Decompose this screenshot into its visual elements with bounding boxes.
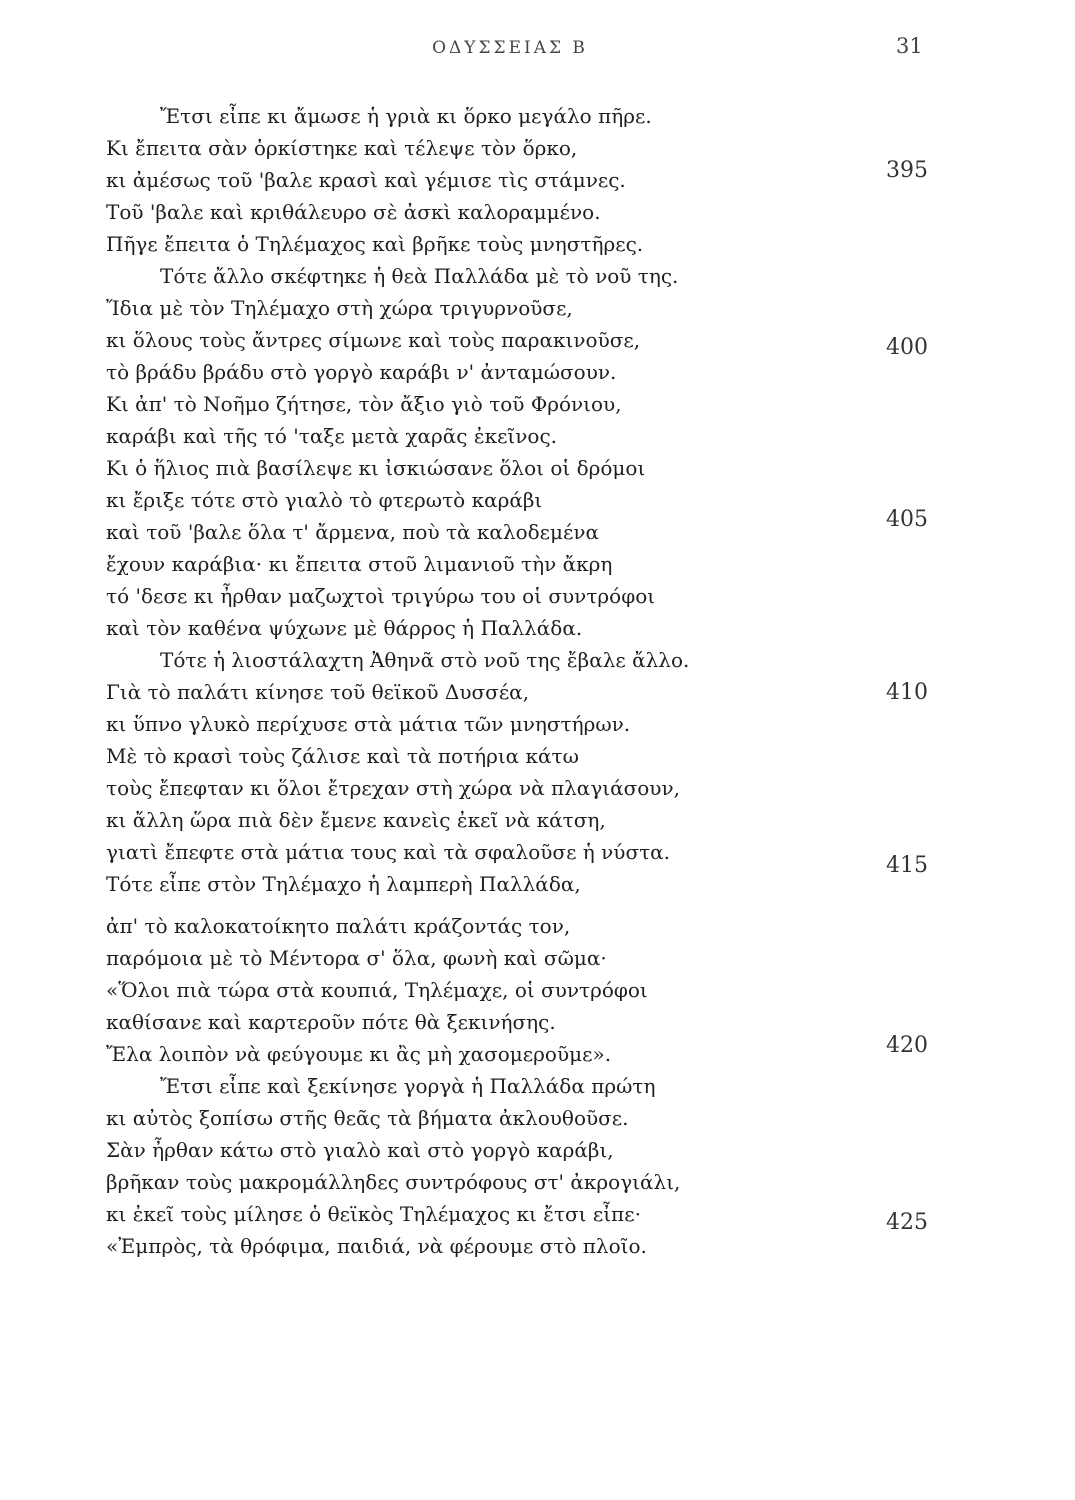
verse-line: καθίσανε καὶ καρτεροῦν πότε θὰ ξεκινήσης. xyxy=(106,1010,556,1034)
verse-line: Τότε ἡ λιοστάλαχτη Ἀθηνᾶ στὸ νοῦ της ἔβαλε ἄλλο. xyxy=(160,648,690,672)
verse-line: γιατὶ ἔπεφτε στὰ μάτια τους καὶ τὰ σφαλοῦσε ἡ νύστα. xyxy=(106,840,671,864)
verse-line: Γιὰ τὸ παλάτι κίνησε τοῦ θεϊκοῦ Δυσσέα, xyxy=(106,680,530,704)
verse-line: Ἔτσι εἶπε κι ἄμωσε ἡ γριὰ κι ὅρκο μεγάλο πῆρε. xyxy=(160,104,652,128)
running-header-title: ΟΔΥΣΣΕΙΑΣ Β xyxy=(432,38,588,58)
line-number: 395 xyxy=(886,158,928,183)
verse-line: Κι ὁ ἥλιος πιὰ βασίλεψε κι ἰσκιώσανε ὅλοι οἱ δρόμοι xyxy=(106,456,646,480)
verse-line: κι αὐτὸς ξοπίσω στῆς θεᾶς τὰ βήματα ἀκλουθοῦσε. xyxy=(106,1106,629,1130)
verse-line: Κι ἔπειτα σὰν ὁρκίστηκε καὶ τέλεψε τὸν ὅρκο, xyxy=(106,136,578,160)
line-number: 400 xyxy=(886,335,928,360)
line-number: 405 xyxy=(886,507,928,532)
verse-line: κι ἐκεῖ τοὺς μίλησε ὁ θεϊκὸς Τηλέμαχος κι ἔτσι εἶπε· xyxy=(106,1202,641,1226)
verse-line: καὶ τὸν καθένα ψύχωνε μὲ θάρρος ἡ Παλλάδα. xyxy=(106,616,583,640)
verse-line: «Ἐμπρὸς, τὰ θρόφιμα, παιδιά, νὰ φέρουμε στὸ πλοῖο. xyxy=(106,1234,647,1258)
verse-line: Τοῦ 'βαλε καὶ κριθάλευρο σὲ ἀσκὶ καλοραμμένο. xyxy=(106,200,601,224)
verse-line: Τότε εἶπε στὸν Τηλέμαχο ἡ λαμπερὴ Παλλάδα, xyxy=(106,872,581,896)
page-number: 31 xyxy=(896,34,923,58)
verse-line: Τότε ἄλλο σκέφτηκε ἡ θεὰ Παλλάδα μὲ τὸ νοῦ της. xyxy=(160,264,679,288)
verse-line: κι ὅλους τοὺς ἄντρες σίμωνε καὶ τοὺς παρακινοῦσε, xyxy=(106,328,641,352)
verse-line: τό 'δεσε κι ἦρθαν μαζωχτοὶ τριγύρω του οἱ συντρόφοι xyxy=(106,584,656,608)
verse-line: Ἔλα λοιπὸν νὰ φεύγουμε κι ἂς μὴ χασομεροῦμε». xyxy=(106,1042,612,1066)
poem-text xyxy=(106,100,806,1262)
verse-line: κι ἄλλη ὥρα πιὰ δὲν ἔμενε κανεὶς ἐκεῖ νὰ κάτση, xyxy=(106,808,606,832)
verse-line: Ἴδια μὲ τὸν Τηλέμαχο στὴ χώρα τριγυρνοῦσε, xyxy=(106,296,573,320)
line-number: 420 xyxy=(886,1033,928,1058)
line-number: 425 xyxy=(886,1210,928,1235)
verse-line: κι ἀμέσως τοῦ 'βαλε κρασὶ καὶ γέμισε τὶς στάμνες. xyxy=(106,168,626,192)
verse-line: Κι ἀπ' τὸ Νοῆμο ζήτησε, τὸν ἄξιο γιὸ τοῦ Φρόνιου, xyxy=(106,392,622,416)
verse-line: ἀπ' τὸ καλοκατοίκητο παλάτι κράζοντάς τον, xyxy=(106,914,571,938)
verse-line: Πῆγε ἔπειτα ὁ Τηλέμαχος καὶ βρῆκε τοὺς μνηστῆρες. xyxy=(106,232,644,256)
verse-line: καράβι καὶ τῆς τό 'ταξε μετὰ χαρᾶς ἐκεῖνος. xyxy=(106,424,558,448)
verse-line: Μὲ τὸ κρασὶ τοὺς ζάλισε καὶ τὰ ποτήρια κάτω xyxy=(106,744,579,768)
verse-line: παρόμοια μὲ τὸ Μέντορα σ' ὅλα, φωνὴ καὶ σῶμα· xyxy=(106,946,607,970)
line-number: 415 xyxy=(886,853,928,878)
verse-line: κι ἔριξε τότε στὸ γιαλὸ τὸ φτερωτὸ καράβι xyxy=(106,488,543,512)
verse-line: Ἔτσι εἶπε καὶ ξεκίνησε γοργὰ ἡ Παλλάδα πρώτη xyxy=(160,1074,656,1098)
verse-line: βρῆκαν τοὺς μακρομάλληδες συντρόφους στ' ἀκρογιάλι, xyxy=(106,1170,681,1194)
verse-line: τοὺς ἔπεφταν κι ὅλοι ἔτρεχαν στὴ χώρα νὰ πλαγιάσουν, xyxy=(106,776,680,800)
line-number: 410 xyxy=(886,680,928,705)
verse-line: καὶ τοῦ 'βαλε ὅλα τ' ἄρμενα, ποὺ τὰ καλοδεμένα xyxy=(106,520,600,544)
verse-line: κι ὕπνο γλυκὸ περίχυσε στὰ μάτια τῶν μνηστήρων. xyxy=(106,712,631,736)
verse-line: Σὰν ἦρθαν κάτω στὸ γιαλὸ καὶ στὸ γοργὸ καράβι, xyxy=(106,1138,614,1162)
verse-line: «Ὅλοι πιὰ τώρα στὰ κουπιά, Τηλέμαχε, οἱ συντρόφοι xyxy=(106,978,648,1002)
verse-line: τὸ βράδυ βράδυ στὸ γοργὸ καράβι ν' ἀνταμώσουν. xyxy=(106,360,617,384)
verse-line: ἔχουν καράβια· κι ἔπειτα στοῦ λιμανιοῦ τὴν ἄκρη xyxy=(106,552,613,576)
